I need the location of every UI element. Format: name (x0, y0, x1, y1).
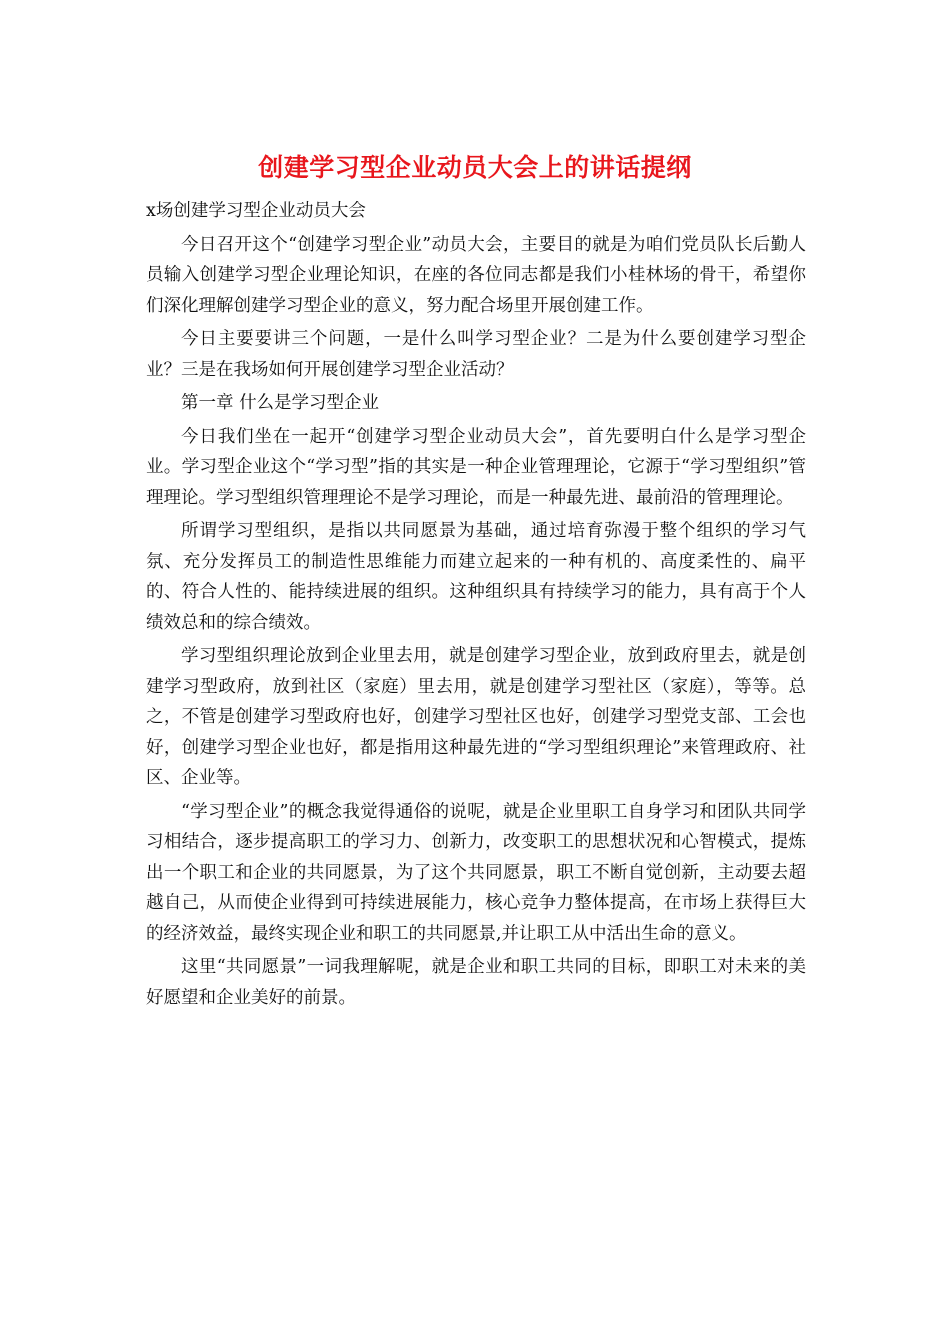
paragraph: 今日召开这个“创建学习型企业”动员大会，主要目的就是为咱们党员队长后勤人员输入创建学习型企业理论知识，在座的各位同志都是我们小桂林场的骨干，希望你们深化理解创建学习型企业的意义，努力配合场里开展创建工作。 (146, 234, 806, 316)
paragraph-subtitle: x场创建学习型企业动员大会 (146, 201, 366, 221)
paragraph: 学习型组织理论放到企业里去用，就是创建学习型企业，放到政府里去，就是创建学习型政府，放到社区（家庭）里去用，就是创建学习型社区（家庭），等等。总之，不管是创建学习型政府也好，创建学习型社区也好，创建学习型党支部、工会也好，创建学习型企业也好，都是指用这种最先进的“学习型组织理论”来管理政府、社区、企业等。 (146, 646, 806, 788)
chapter-heading: 第一章 什么是学习型企业 (181, 393, 380, 413)
paragraph: 今日主要要讲三个问题，一是什么叫学习型企业？二是为什么要创建学习型企业？三是在我场如何开展创建学习型企业活动？ (146, 329, 806, 380)
paragraph: 这里“共同愿景”一词我理解呢，就是企业和职工共同的目标，即职工对未来的美好愿望和企业美好的前景。 (146, 957, 806, 1008)
document-title: 创建学习型企业动员大会上的讲话提纲 (258, 153, 692, 182)
paragraph: 今日我们坐在一起开“创建学习型企业动员大会”，首先要明白什么是学习型企业。学习型企业这个“学习型”指的其实是一种企业管理理论，它源于“学习型组织”管理理论。学习型组织管理理论不是学习理论，而是一种最先进、最前沿的管理理论。 (146, 426, 806, 508)
paragraph: “学习型企业”的概念我觉得通俗的说呢，就是企业里职工自身学习和团队共同学习相结合，逐步提高职工的学习力、创新力，改变职工的思想状况和心智模式，提炼出一个职工和企业的共同愿景，为了这个共同愿景，职工不断自觉创新，主动要去超越自己，从而使企业得到可持续进展能力，核心竞争力整体提高，在市场上获得巨大的经济效益，最终实现企业和职工的共同愿景,并让职工从中活出生命的意义。 (146, 801, 806, 944)
paragraph: 所谓学习型组织，是指以共同愿景为基础，通过培育弥漫于整个组织的学习气氛、充分发挥员工的制造性思维能力而建立起来的一种有机的、高度柔性的、扁平的、符合人性的、能持续进展的组织。这种组织具有持续学习的能力，具有高于个人绩效总和的综合绩效。 (146, 521, 806, 633)
document-body (146, 196, 806, 1013)
